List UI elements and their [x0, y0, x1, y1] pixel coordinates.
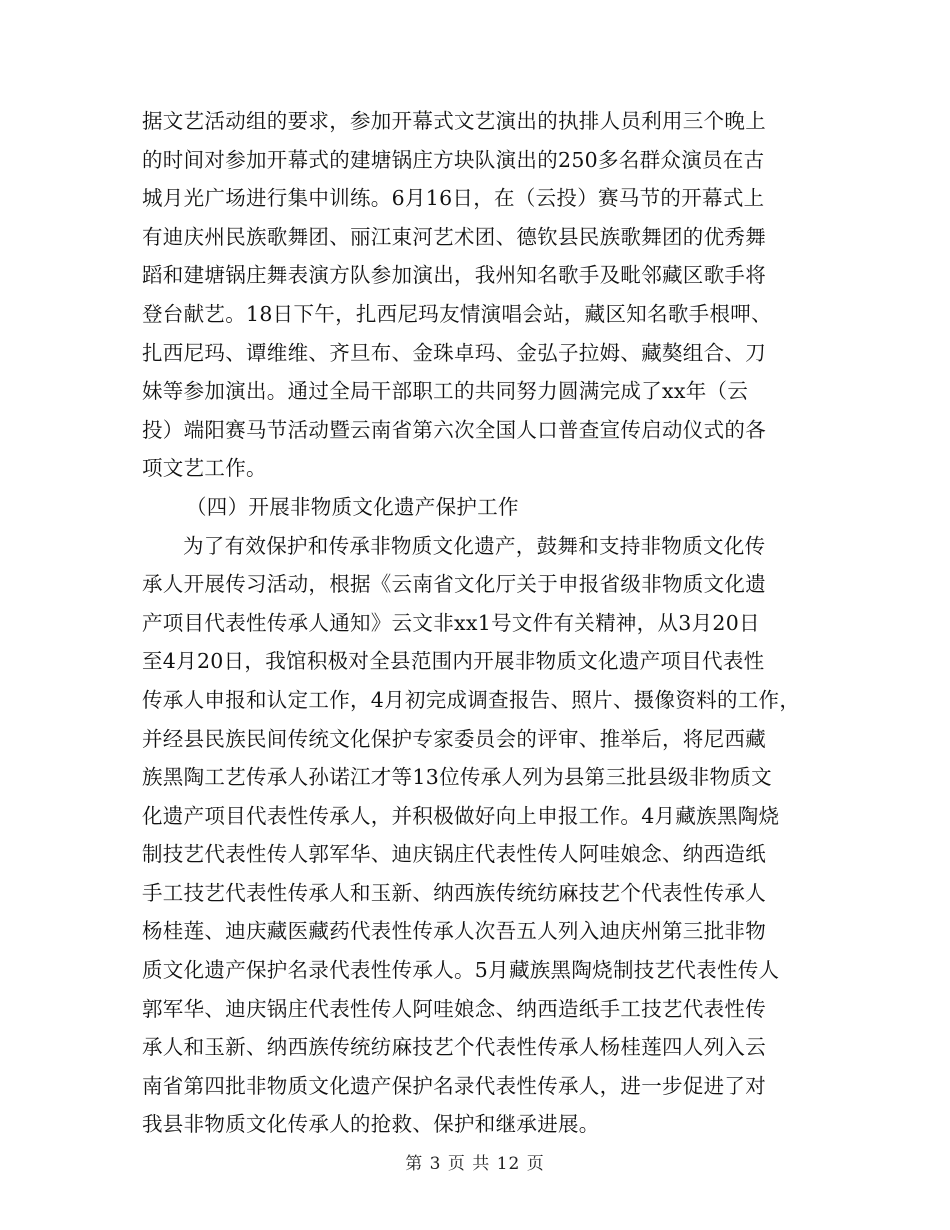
text-line: 产项目代表性传承人通知》云文非xx1号文件有关精神，从3月20日	[142, 610, 760, 635]
text-line: 杨桂莲、迪庆藏医藏药代表性传承人次吾五人列入迪庆州第三批非物	[142, 919, 766, 944]
text-line: 承人和玉新、纳西族传统纺麻技艺个代表性传承人杨桂莲四人列入云	[142, 1035, 766, 1060]
text-line: 制技艺代表性传人郭军华、迪庆锅庄代表性传人阿哇娘念、纳西造纸	[142, 842, 766, 867]
text-line: 登台献艺。18日下午，扎西尼玛友情演唱会站，藏区知名歌手根呷、	[142, 301, 772, 326]
paragraph-2	[142, 527, 822, 1145]
page-number-footer: 第 3 页 共 12 页	[405, 1154, 545, 1174]
text-line: 有迪庆州民族歌舞团、丽江東河艺术团、德钦县民族歌舞团的优秀舞	[142, 224, 766, 249]
text-line: 至4月20日，我馆积极对全县范围内开展非物质文化遗产项目代表性	[142, 649, 765, 674]
text-line: 南省第四批非物质文化遗产保护名录代表性传承人，进一步促进了对	[142, 1073, 766, 1098]
paragraph-1	[142, 102, 822, 488]
text-line: 化遗产项目代表性传承人，并积极做好向上申报工作。4月藏族黑陶烧	[142, 803, 780, 828]
section-heading: （四）开展非物质文化遗产保护工作	[186, 494, 519, 519]
text-line: 的时间对参加开幕式的建塘锅庄方块队演出的250多名群众演员在古	[142, 147, 765, 172]
text-line: 妹等参加演出。通过全局干部职工的共同努力圆满完成了xx年（云	[142, 379, 749, 404]
text-line: 传承人申报和认定工作，4月初完成调查报告、照片、摄像资料的工作，	[142, 687, 801, 712]
text-line: 城月光广场进行集中训练。6月16日，在（云投）赛马节的开幕式上	[142, 186, 765, 211]
text-line: 据文艺活动组的要求，参加开幕式文艺演出的执排人员利用三个晚上	[142, 109, 766, 133]
text-line: 并经县民族民间传统文化保护专家委员会的评审、推举后，将尼西藏	[142, 726, 766, 751]
text-line: 我县非物质文化传承人的抢救、保护和继承进展。	[142, 1112, 600, 1137]
text-line: 项文艺工作。	[142, 456, 267, 481]
text-line: 投）端阳赛马节活动暨云南省第六次全国人口普查宣传启动仪式的各	[142, 417, 766, 442]
text-line: 族黑陶工艺传承人孙诺江才等13位传承人列为县第三批县级非物质文	[142, 765, 772, 790]
text-line: 郭军华、迪庆锅庄代表性传人阿哇娘念、纳西造纸手工技艺代表性传	[142, 996, 766, 1021]
text-line: 扎西尼玛、谭维维、齐旦布、金珠卓玛、金弘子拉姆、藏獒组合、刀	[142, 340, 766, 365]
text-line: 质文化遗产保护名录代表性传承人。5月藏族黑陶烧制技艺代表性传人	[142, 958, 780, 983]
text-line: 为了有效保护和传承非物质文化遗产，鼓舞和支持非物质文化传	[183, 533, 766, 558]
text-line: 承人开展传习活动，根据《云南省文化厅关于申报省级非物质文化遗	[142, 572, 766, 597]
text-line: 手工技艺代表性传承人和玉新、纳西族传统纺麻技艺个代表性传承人	[142, 880, 766, 905]
document-body	[142, 102, 822, 1144]
text-line: 蹈和建塘锅庄舞表演方队参加演出，我州知名歌手及毗邻藏区歌手将	[142, 263, 766, 288]
